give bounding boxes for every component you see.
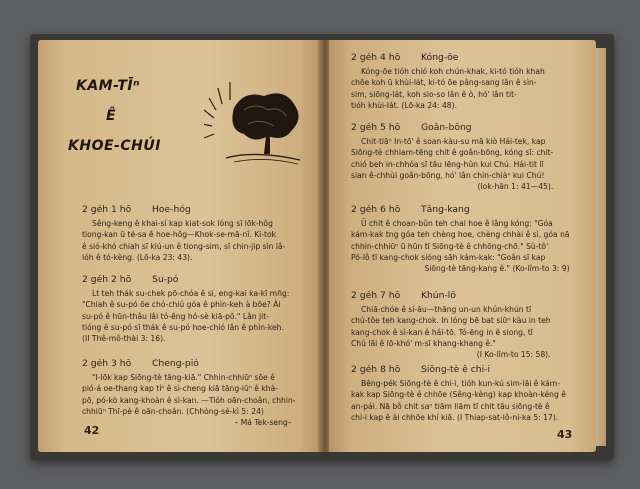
section-heading <box>82 204 191 215</box>
section-date: 2 géh 2 hō <box>82 274 132 285</box>
section-heading <box>82 274 178 285</box>
body-line: chió beh in-chhóa sī tāu lēng-hûn kui Chú. Hái-tit lī <box>351 159 544 169</box>
section-date: 2 géh 5 hō <box>351 122 401 133</box>
body-line: su-pó ê hūn-thâu lâi tó-ēng hó-sè kiā-pō." Lân jit- <box>82 311 269 321</box>
page-edges <box>596 48 606 446</box>
body-line: Sêng-keng ê khai-sí kap kiat-sok lóng sī lōk-hôg <box>92 219 273 228</box>
title-line-2: Ê <box>106 108 117 124</box>
section-body <box>82 372 296 428</box>
section-title: Hoe-hóg <box>152 204 191 215</box>
section-title: Khún-lō <box>421 290 456 301</box>
body-line: chi-i kap ê ài chhōe khí kiā. (I Thiap-sat-lô-ni-ka 5: 17). <box>351 412 559 422</box>
section-title: Kóng-ōe <box>421 52 459 63</box>
body-line: tióng ê su-pó sī thák ê su-pó hoe-chió lân ê phìn-keh. <box>82 322 284 332</box>
body-line: pō, pó-kò kang-khoàn ê sì-kan. —Tióh oān-choân, chhin- <box>82 395 296 405</box>
body-line: Ū chit ê choan-bûn teh chai hoe ê lâng kóng: "Góa <box>361 219 553 228</box>
section-body <box>351 218 570 274</box>
section-body <box>351 378 566 423</box>
section-date: 2 géh 8 hō <box>351 364 401 375</box>
section-date: 2 géh 7 hō <box>351 290 401 301</box>
body-line: tiong-kan ū té-sa ê hoe-hôg—Khok-se-mā-nî. Ki-tok <box>82 230 277 240</box>
section-heading <box>351 204 470 215</box>
page-number: 43 <box>557 428 573 441</box>
body-line: Chit-tiāⁿ In-tō' ê soan-kàu-su mā kiò Hái-tek, kap <box>361 137 546 146</box>
section-heading <box>351 364 490 375</box>
section-body <box>351 136 553 192</box>
body-line: Siōng-tè chhiam-tēng chit ê goân-bōng, kóng sī: chit- <box>351 148 554 158</box>
section-heading <box>82 358 199 369</box>
scripture-reference: Siōng-tè tāng-kang ê." (Ko-lîm-to 3: 9) <box>424 264 570 274</box>
section-date: 2 géh 3 hō <box>82 358 132 369</box>
section-title: Su-pó <box>152 274 179 285</box>
section-heading <box>351 290 456 301</box>
tree-illustration <box>204 80 304 166</box>
body-line: Chiā-chóe ê sí-āu—thăng un-un khún-khún tī <box>361 305 532 314</box>
section-title: Cheng-pió <box>152 358 199 369</box>
body-line: chú-tôe teh kang-chok. In lóng bē bat siūⁿ kàu in teh <box>351 316 551 326</box>
body-line: pió-á oe-thang kap tíⁿ ê sì-cheng kiā tāng-iūⁿ ê khà- <box>82 384 278 394</box>
body-line: Bêng-pék Siōng-tè ê chi-i, tióh kun-kú sim-lāi ê kám- <box>361 379 560 388</box>
body-line: Chú lāi ê lō-khó' m-sī khang-khang ê." <box>351 338 496 348</box>
body-line: sian ê-chhùi goân-bōng, hó' lân chin-chiàⁿ kui Chú! <box>351 170 545 180</box>
body-line: Kóng-ōe tióh chió koh chún-khak, ki-tó tióh khah <box>361 67 545 76</box>
body-line: tióh khùi-lát. (Lō-ka 24: 48). <box>351 100 457 110</box>
left-page <box>38 40 321 452</box>
right-page <box>329 40 596 452</box>
scripture-reference: (I Ko-lîm-to 15: 58). <box>476 350 551 360</box>
section-body <box>82 288 289 344</box>
body-line: "I-lōk kap Siōng-tè tāng-kiā." Chhin-chhiūⁿ sōe ê <box>92 373 275 382</box>
section-date: 2 géh 6 hō <box>351 204 401 215</box>
section-title: Tāng-kang <box>421 204 470 215</box>
body-line: an-pái. Nā bô chit saⁿ tiām liām tī chit tāu siōng-tè ê <box>351 401 550 411</box>
body-line: kang-chok ê sì-kan ê hái-tō. Tó-ēng in ê siong, tī <box>351 327 533 337</box>
title-line-3: KHOE-CHÚI <box>68 138 161 154</box>
section-date: 2 géh 1 hō <box>82 204 132 215</box>
section-heading <box>351 52 458 63</box>
body-line: sim, siōng-lát, koh sio-so lân ê ò, hó' lân tit- <box>351 89 517 99</box>
body-line: chhiūⁿ Thī-pè ê oān-choân. (Chhòng-sè-kì 5: 24) <box>82 406 264 416</box>
signature: – Má Tek-seng– <box>234 418 292 428</box>
body-line: Pó-lô tī kang-chok sióng sāh kám-kak: "Goân sī kap <box>351 252 546 262</box>
section-body <box>82 218 285 263</box>
body-line: kám-kak tng góa teh chèng hoe, chèng chhài ê sì, góa nā <box>351 230 570 240</box>
body-line: "Chiah ê su-pó ōe chó-chiú góa ê phìn-keh à bōe? Ài <box>82 300 281 310</box>
section-body <box>351 304 551 360</box>
section-date: 2 géh 4 hō <box>351 52 401 63</box>
body-line: lóh ê tó-kèng. (Lō-ka 23: 43). <box>82 252 193 262</box>
body-line: ê sió-khó chiah sī kiú-un ê tiong-sim, sī chin-jip sìn lâ- <box>82 241 286 251</box>
body-line: (II Thê-mô-thài 3: 16). <box>82 334 166 344</box>
section-title: Siōng-tè ê chi-i <box>421 364 491 375</box>
body-line: kak kap Siōng-tè ê chhōe (Sêng-kèng) kap khoàn-kéng ê <box>351 390 566 400</box>
section-heading <box>351 122 472 133</box>
section-body <box>351 66 545 111</box>
body-line: chōe koh ū khùi-lát, ki-tó ōe pâng-sang lân ê sìn- <box>351 78 537 88</box>
body-line: chhin-chhiūⁿ ū hūn tī Siōng-tè ê chhōng-chō." Sù-tô' <box>351 241 549 251</box>
section-title: Goân-bōng <box>421 122 472 133</box>
body-line: Lt teh thák su-chek pō-chóa ê sí, eng-kai ka-kī mñg: <box>92 289 290 298</box>
scripture-reference: (Iok-hān 1: 41—45). <box>477 182 554 192</box>
page-number: 42 <box>84 424 100 437</box>
title-line-1: KAM-TĪⁿ <box>76 78 141 94</box>
